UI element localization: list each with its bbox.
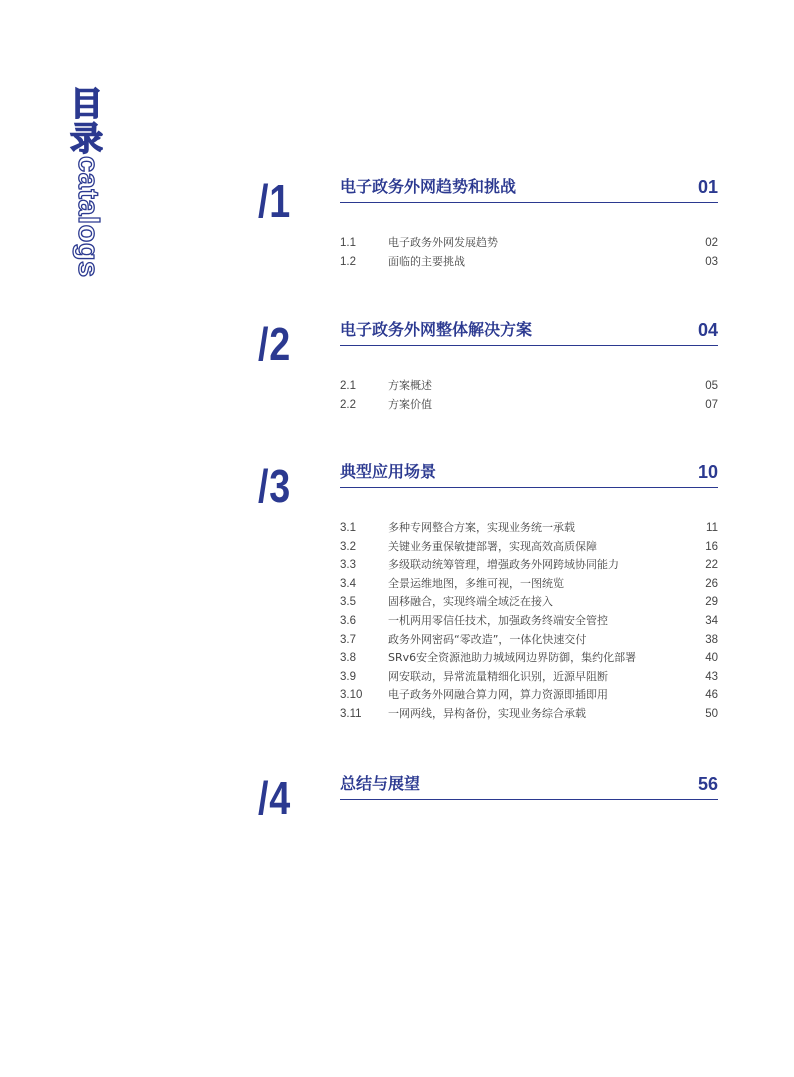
item-page: 03 <box>705 255 718 268</box>
section-heading[interactable] <box>340 463 718 488</box>
toc-item[interactable] <box>340 575 718 594</box>
toc-item[interactable] <box>340 686 718 705</box>
item-page: 22 <box>705 559 718 572</box>
catalog-title-cn: 目录 <box>65 86 104 156</box>
item-title: 多级联动统筹管理，增强政务外网跨域协同能力 <box>388 558 619 572</box>
toc-item[interactable] <box>340 631 718 650</box>
toc-item[interactable] <box>340 377 718 396</box>
item-page: 26 <box>705 577 718 590</box>
section-title: 电子政务外网整体解决方案 <box>340 320 533 339</box>
item-page: 34 <box>705 614 718 627</box>
item-number: 3.2 <box>340 540 356 553</box>
section-title: 电子政务外网趋势和挑战 <box>340 177 517 196</box>
section-items <box>340 377 718 414</box>
toc-item[interactable] <box>340 234 718 253</box>
item-number: 3.4 <box>340 577 356 590</box>
item-number: 3.3 <box>340 559 356 572</box>
toc-item[interactable] <box>340 556 718 575</box>
section-number: /2 <box>258 318 292 370</box>
section-heading[interactable] <box>340 178 718 203</box>
item-number: 3.9 <box>340 670 356 683</box>
item-number: 3.1 <box>340 522 356 534</box>
item-number: 3.7 <box>340 633 356 646</box>
item-number: 2.2 <box>340 398 356 411</box>
item-title: 面临的主要挑战 <box>388 254 465 268</box>
item-title: 多种专网整合方案，实现业务统一承载 <box>388 521 575 534</box>
item-page: 50 <box>705 707 718 720</box>
item-number: 3.10 <box>340 689 363 702</box>
item-title: 电子政务外网融合算力网，算力资源即插即用 <box>388 688 608 702</box>
section-number: /3 <box>258 460 292 512</box>
catalog-title-en: catalogs <box>72 156 104 278</box>
section-title: 典型应用场景 <box>340 462 437 481</box>
item-title: 一机两用零信任技术，加强政务终端安全管控 <box>388 613 608 627</box>
section-number: /4 <box>258 772 292 824</box>
item-title: 电子政务外网发展趋势 <box>388 236 498 249</box>
item-page: 05 <box>705 380 718 392</box>
section-heading[interactable] <box>340 775 718 800</box>
section-page: 01 <box>697 177 718 197</box>
item-page: 29 <box>705 596 718 609</box>
section-items <box>340 519 718 724</box>
item-number: 3.8 <box>340 652 356 665</box>
item-number: 1.2 <box>340 255 356 268</box>
item-title: 网安联动，异常流量精细化识别，近源早阻断 <box>388 669 608 683</box>
item-page: 11 <box>706 522 718 534</box>
toc-item[interactable] <box>340 612 718 631</box>
toc-item[interactable] <box>340 396 718 415</box>
section-page: 04 <box>697 320 718 340</box>
catalog-side-title <box>64 86 104 278</box>
section-page: 56 <box>697 774 718 794</box>
toc-item[interactable] <box>340 538 718 557</box>
toc-item[interactable] <box>340 253 718 272</box>
item-title: 方案概述 <box>388 379 432 392</box>
item-title: 关键业务重保敏捷部署，实现高效高质保障 <box>388 539 597 553</box>
toc-item[interactable] <box>340 649 718 668</box>
item-number: 3.6 <box>340 614 356 627</box>
item-number: 3.5 <box>340 596 356 609</box>
item-number: 3.11 <box>340 707 362 720</box>
item-title: 固移融合，实现终端全域泛在接入 <box>388 595 553 609</box>
item-page: 02 <box>705 237 718 249</box>
section-items <box>340 234 718 271</box>
item-page: 07 <box>705 398 718 411</box>
item-title: SRv6安全资源池助力城域网边界防御，集约化部署 <box>388 651 637 665</box>
toc-item[interactable] <box>340 705 718 724</box>
toc-item[interactable] <box>340 519 718 538</box>
item-title: 方案价值 <box>388 397 432 411</box>
item-number: 2.1 <box>340 380 356 392</box>
section-heading[interactable] <box>340 321 718 346</box>
item-title: 全景运维地图，多维可视，一图统览 <box>388 576 564 590</box>
item-title: 一网两线，异构备份，实现业务综合承载 <box>388 706 586 720</box>
section-number: /1 <box>258 175 292 227</box>
section-page: 10 <box>697 462 718 482</box>
item-page: 40 <box>705 652 718 665</box>
item-title: 政务外网密码“零改造”，一体化快速交付 <box>388 632 587 646</box>
toc-item[interactable] <box>340 593 718 612</box>
item-number: 1.1 <box>340 237 356 249</box>
toc-item[interactable] <box>340 668 718 687</box>
item-page: 38 <box>705 633 718 646</box>
section-title: 总结与展望 <box>340 774 421 793</box>
item-page: 46 <box>705 689 718 702</box>
item-page: 43 <box>705 670 718 683</box>
item-page: 16 <box>705 540 718 553</box>
